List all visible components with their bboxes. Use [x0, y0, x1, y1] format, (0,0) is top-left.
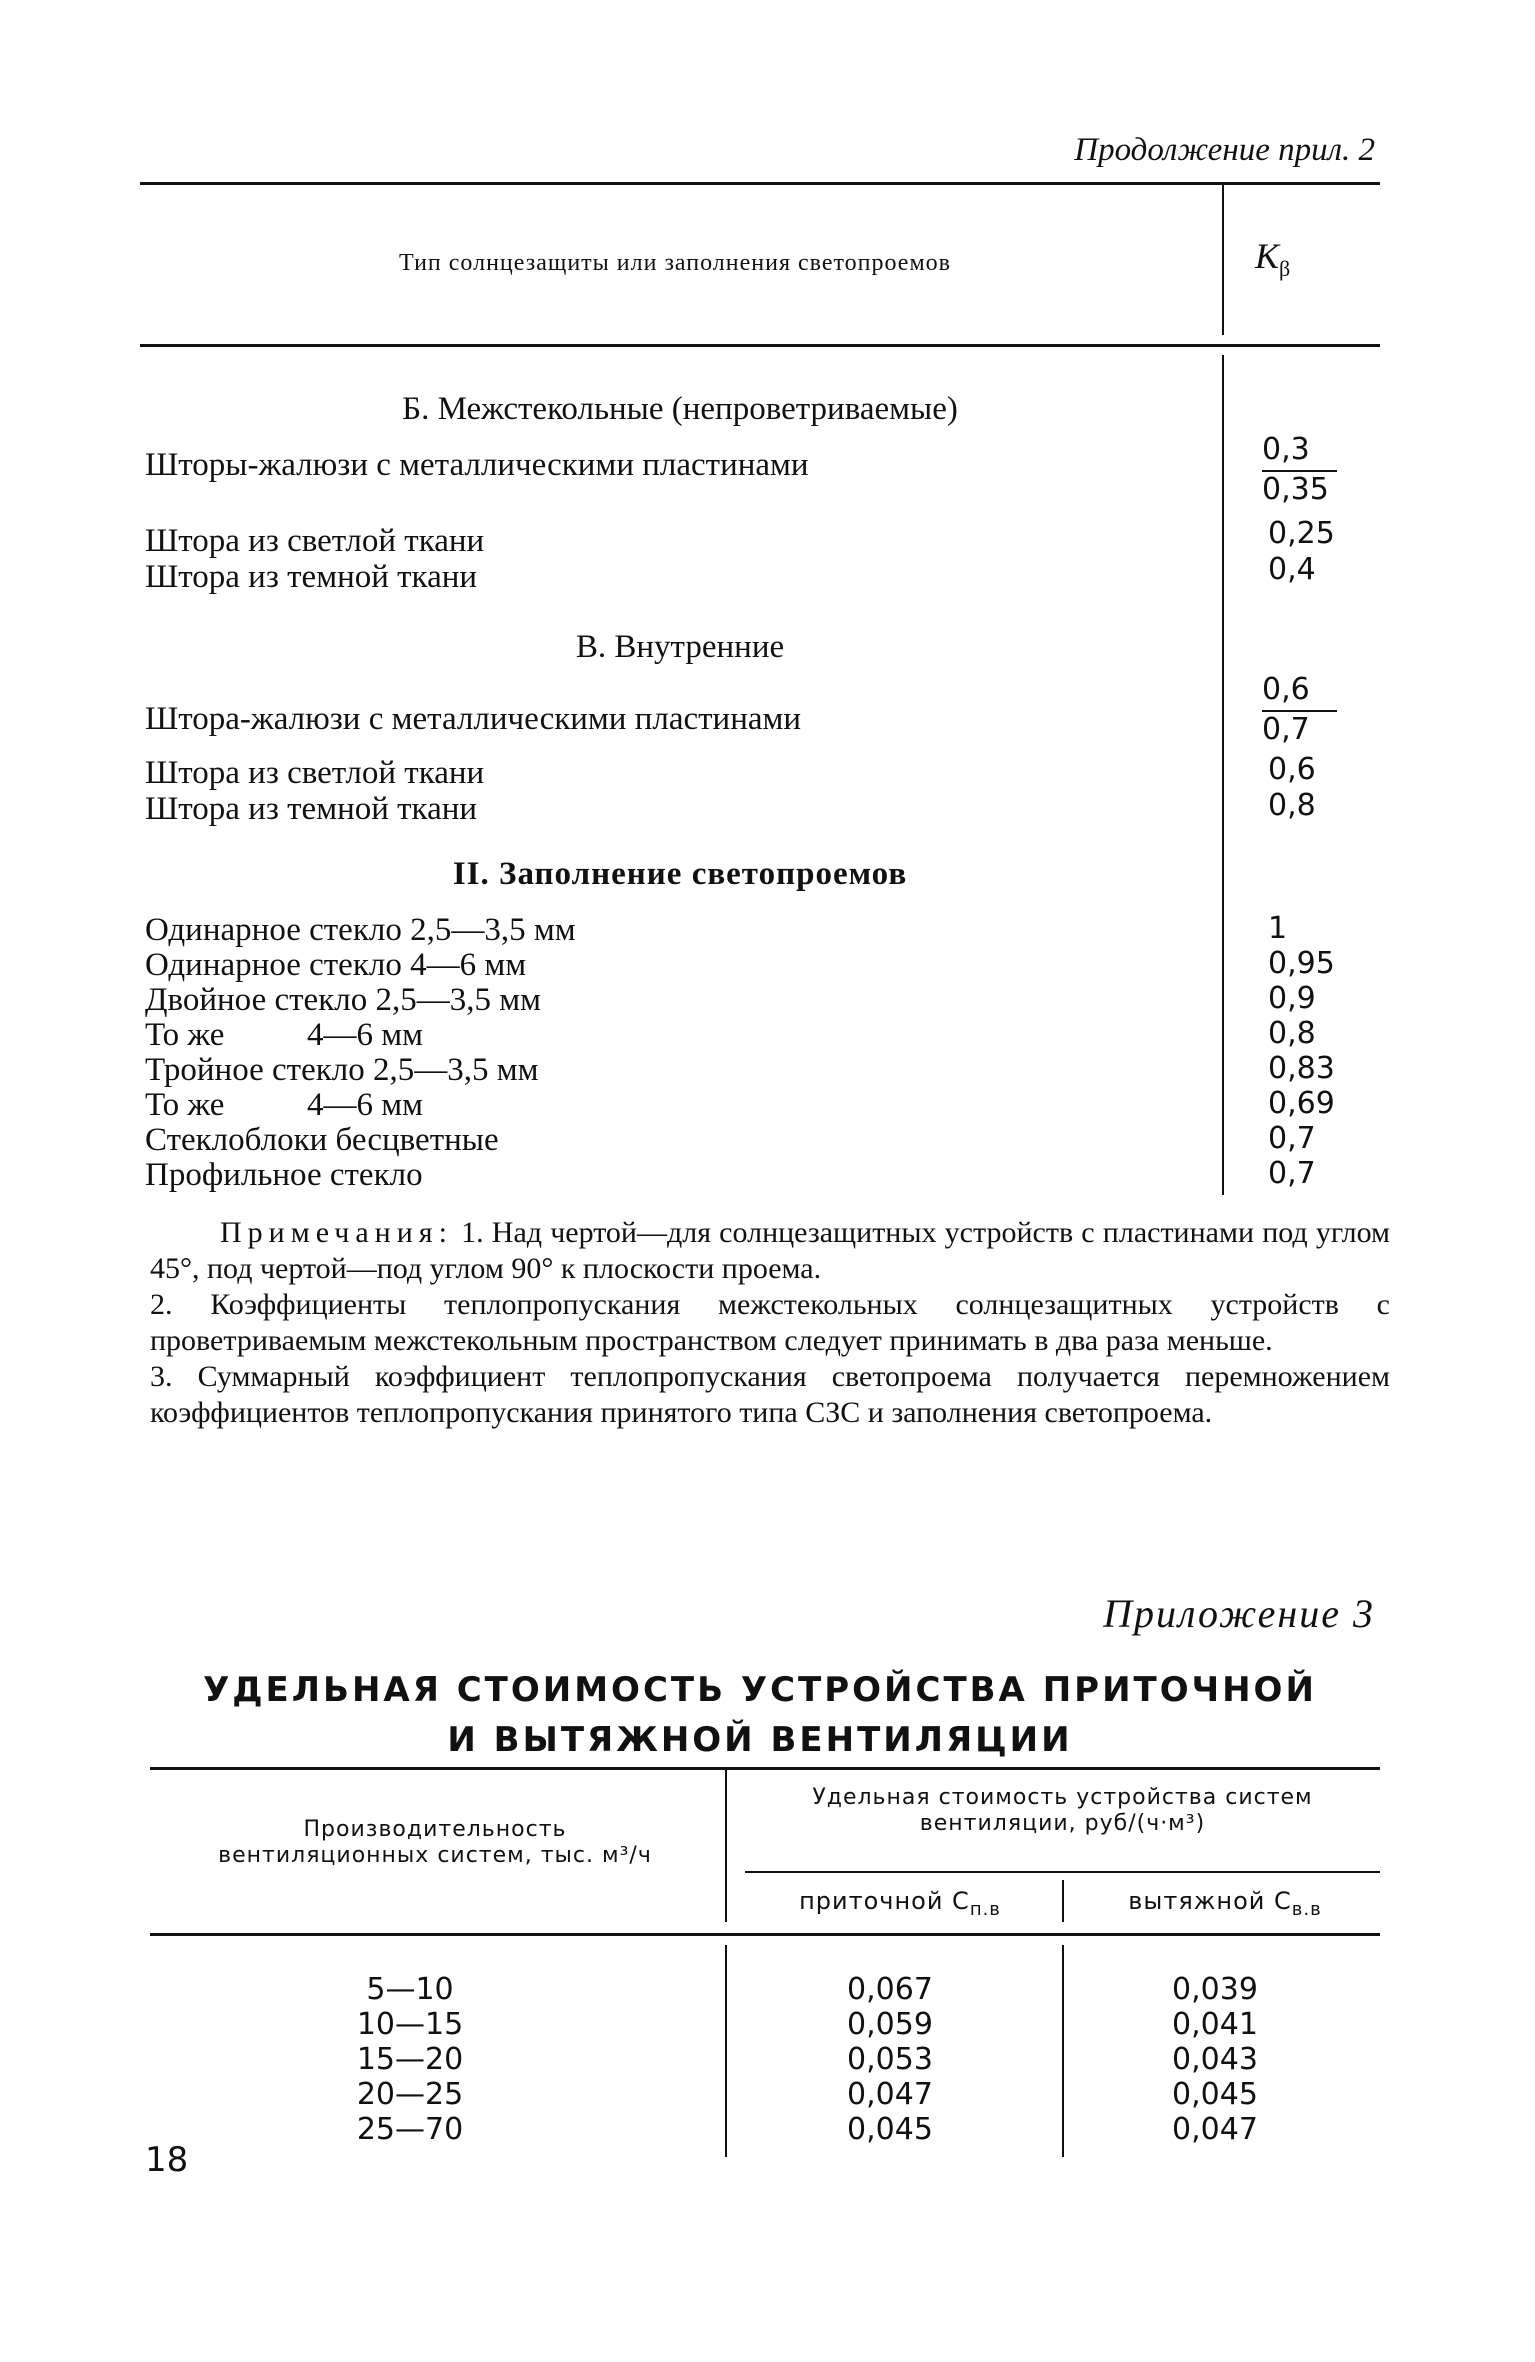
title-line-2: И ВЫТЯЖНОЙ ВЕНТИЛЯЦИИ: [447, 1720, 1073, 1760]
note-1: Примечания: 1. Над чертой—для солнцезащитных устройств с пластинами под углом 45°, под чертой—под углом 90° к плоскости проема.: [150, 1216, 1390, 1285]
table-cell: 0,053: [847, 2042, 933, 2077]
table1-col-divider-body: [1222, 355, 1224, 1195]
section-b-heading: Б. Межстекольные (непроветриваемые): [402, 391, 958, 427]
table-row-value: 0,6: [1268, 752, 1316, 787]
notes-heading: Примечания:: [220, 1216, 453, 1249]
section-v-heading: В. Внутренние: [575, 629, 785, 665]
table-row-label: То же 4—6 мм: [145, 1087, 423, 1123]
table2-col1-divider-body: [725, 1945, 727, 2157]
table-cell: 0,039: [1172, 1972, 1258, 2007]
table-row-label: Штора-жалюзи с металлическими пластинами: [145, 701, 802, 737]
table-cell: 20—25: [356, 2077, 464, 2112]
section-ii-heading: II. Заполнение светопроемов: [452, 856, 908, 892]
table2-col-exhaust-header: вытяжной $C_{в.в}$: [1128, 1887, 1322, 1920]
table2-header-rule: [150, 1933, 1380, 1936]
table-cell: 5—10: [366, 1972, 454, 2007]
table-row-value: 1: [1268, 911, 1288, 946]
table2-col-capacity-header: Производительность вентиляционных систем, тыс. м³/ч: [218, 1817, 652, 1868]
table2-top-rule: [150, 1767, 1380, 1770]
table-row-value: 0,69: [1268, 1086, 1335, 1121]
appendix-title: [140, 1665, 1380, 1765]
table-cell: 0,047: [847, 2077, 933, 2112]
page-number: 18: [145, 2140, 189, 2180]
table1-col-type-header: Тип солнцезащиты или заполнения светопроемов: [399, 250, 951, 276]
supply-column: [780, 1972, 1000, 2147]
continuation-header: Продолжение прил. 2: [1074, 132, 1375, 168]
table-row-label: То же 4—6 мм: [145, 1017, 423, 1053]
table2-col-cost-header: Удельная стоимость устройства систем вентиляции, руб/(ч·м³): [812, 1785, 1313, 1836]
table-row-value: 0,83: [1268, 1051, 1335, 1086]
table-row-label: Двойное стекло 2,5—3,5 мм: [145, 982, 541, 1018]
table-cell: 10—15: [356, 2007, 464, 2042]
fraction-value: $\frac{0,3}{0,35}$: [1262, 432, 1342, 507]
note-2: 2. Коэффициенты теплопропускания межстекольных солнцезащитных устройств с проветриваемым межстекольным пространством следует принимать в два раза меньше.: [150, 1288, 1390, 1357]
table1-col-divider-head: [1222, 185, 1224, 335]
table2-col2-divider-head: [1062, 1880, 1064, 1922]
note-3: 3. Суммарный коэффициент теплопропускания светопроема получается перемножением коэффициентов теплопропускания принятого типа СЗС и заполнения светопроема.: [150, 1360, 1390, 1429]
table-row-value: 0,7: [1268, 1121, 1316, 1156]
table1-col-k-header: $K_\beta$: [1255, 236, 1291, 282]
table-row-value: 0,4: [1268, 552, 1316, 587]
table-row-value: 0,25: [1268, 516, 1335, 551]
table2-col-supply-header: приточной $C_{п.в}$: [799, 1887, 1001, 1920]
exhaust-column: [1105, 1972, 1325, 2147]
table-row-value: 0,8: [1268, 1016, 1316, 1051]
title-line-1: УДЕЛЬНАЯ СТОИМОСТЬ УСТРОЙСТВА ПРИТОЧНОЙ: [203, 1670, 1317, 1710]
table-row-value: 0,9: [1268, 981, 1316, 1016]
table-row-value: 0,7: [1268, 1156, 1316, 1191]
table-cell: 0,045: [1172, 2077, 1258, 2112]
table-cell: 0,059: [847, 2007, 933, 2042]
table2-subheader-rule: [745, 1871, 1380, 1873]
table-row-label: Тройное стекло 2,5—3,5 мм: [145, 1052, 539, 1088]
table-row-label: Штора из светлой ткани: [145, 755, 485, 791]
table-cell: 0,047: [1172, 2112, 1258, 2147]
table2-col2-divider-body: [1062, 1945, 1064, 2157]
table-row-label: Штора из светлой ткани: [145, 523, 485, 559]
table-row-value: 0,95: [1268, 946, 1335, 981]
table-row-label: Штора из темной ткани: [145, 791, 478, 827]
notes-block: [150, 1215, 1390, 1431]
table-cell: 15—20: [356, 2042, 464, 2077]
fraction-value: $\frac{0,6}{0,7}$: [1262, 672, 1342, 747]
table-row-label: Одинарное стекло 4—6 мм: [145, 947, 527, 983]
table1-top-rule: [140, 182, 1380, 185]
table-cell: 0,043: [1172, 2042, 1258, 2077]
appendix-label: Приложение 3: [1103, 1591, 1375, 1636]
table-cell: 0,067: [847, 1972, 933, 2007]
table-cell: 0,045: [847, 2112, 933, 2147]
capacity-column: [290, 1972, 530, 2147]
table-row-label: Стеклоблоки бесцветные: [145, 1122, 499, 1158]
table-row-label: Профильное стекло: [145, 1157, 423, 1193]
table-cell: 25—70: [356, 2112, 464, 2147]
table-row-label: Шторы-жалюзи с металлическими пластинами: [145, 447, 809, 483]
table-row-value: 0,8: [1268, 788, 1316, 823]
table-row-label: Одинарное стекло 2,5—3,5 мм: [145, 912, 576, 948]
table-row-label: Штора из темной ткани: [145, 559, 478, 595]
table-cell: 0,041: [1172, 2007, 1258, 2042]
table1-header-rule: [140, 344, 1380, 347]
table2-col1-divider-head: [725, 1770, 727, 1922]
